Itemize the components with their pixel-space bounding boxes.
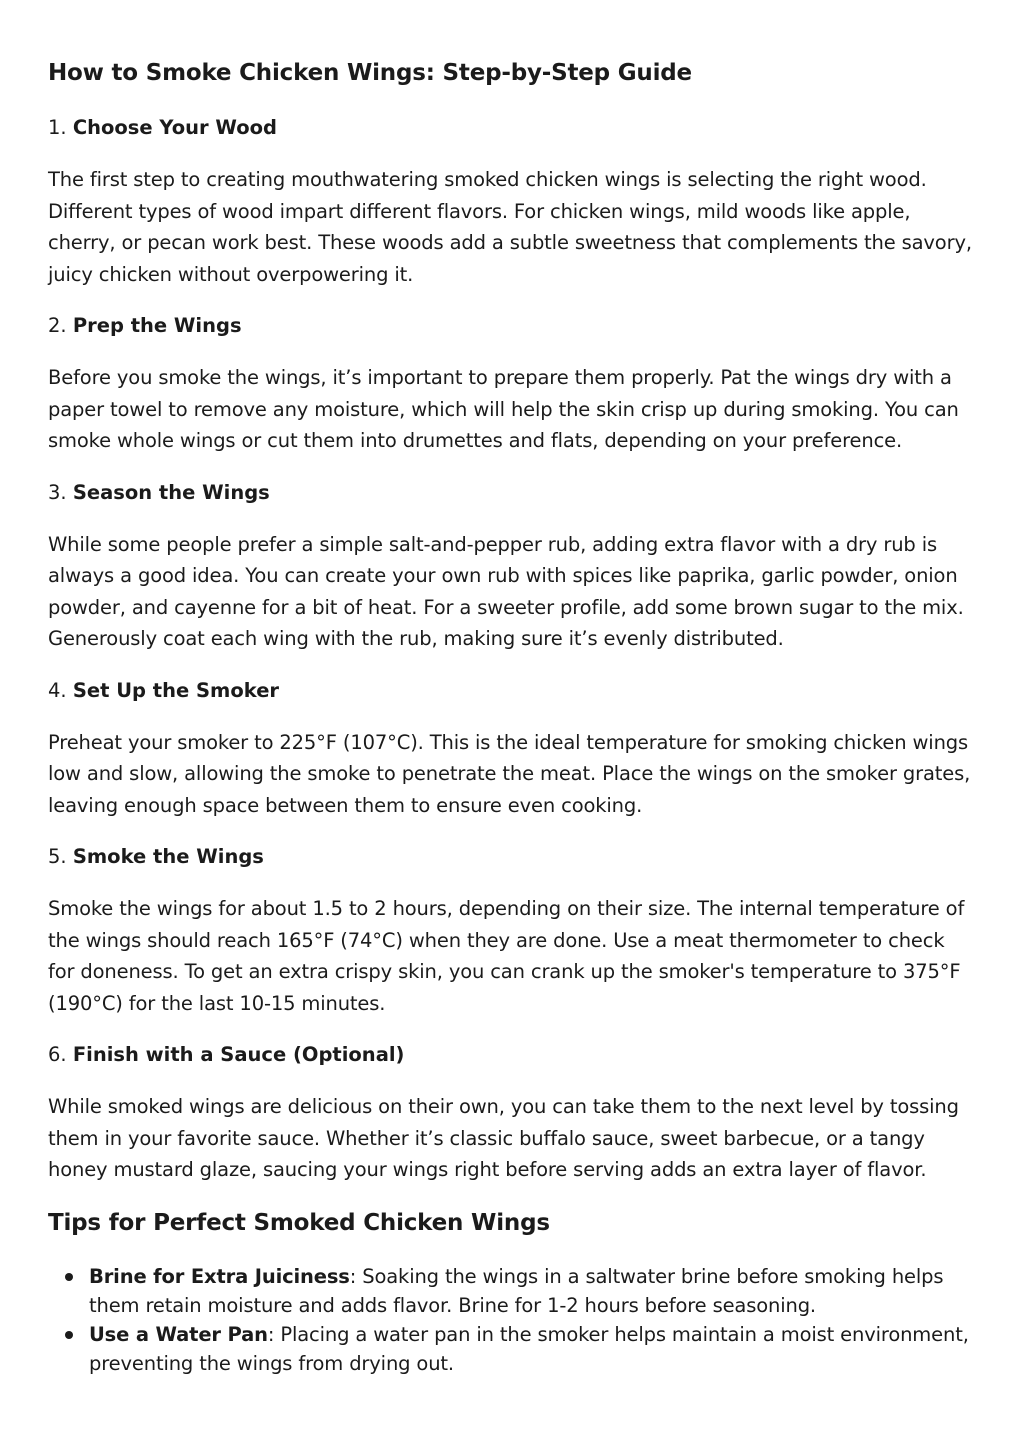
step-heading bbox=[48, 1039, 976, 1071]
step-body: Before you smoke the wings, it’s important to prepare them properly. Pat the wings dry with a paper towel to remove any moisture, which will help the skin crisp up during smoking. You can smoke whole wings or cut them into drumettes and flats, depending on your preference. bbox=[48, 366, 959, 452]
step-2 bbox=[48, 310, 976, 457]
step-body: Preheat your smoker to 225°F (107°C). This is the ideal temperature for smoking chicken wings low and slow, allowing the smoke to penetrate the meat. Place the wings on the smoker grates, leaving enough space between them to ensure even cooking. bbox=[48, 730, 971, 817]
step-4 bbox=[48, 675, 976, 822]
step-title: Smoke the Wings bbox=[72, 845, 264, 868]
bullet-icon bbox=[65, 1273, 73, 1281]
step-body: The first step to creating mouthwatering smoked chicken wings is selecting the right wood. Different types of wood impart different flavors. For chicken wings, mild woods like apple, cherry, or pecan work best. These woods add a subtle sweetness that complements the savory, juicy chicken without overpowering it. bbox=[48, 168, 972, 286]
step-title: Season the Wings bbox=[72, 480, 270, 504]
step-heading bbox=[48, 675, 976, 707]
step-number: 5. bbox=[48, 845, 67, 868]
tip-text: : Placing a water pan in the smoker helps maintain a moist environment, preventing the wings from drying out. bbox=[89, 1322, 969, 1375]
step-number: 6. bbox=[48, 1043, 67, 1066]
step-heading bbox=[48, 112, 976, 144]
step-number: 3. bbox=[48, 480, 67, 504]
step-6 bbox=[48, 1039, 976, 1186]
step-3 bbox=[48, 477, 976, 655]
step-1 bbox=[48, 112, 976, 290]
step-5 bbox=[48, 841, 976, 1019]
step-heading bbox=[48, 477, 976, 509]
step-title: Prep the Wings bbox=[72, 314, 242, 337]
step-number: 1. bbox=[48, 116, 67, 139]
tip-title: Use a Water Pan bbox=[89, 1322, 268, 1346]
bullet-icon bbox=[65, 1331, 73, 1339]
list-item bbox=[89, 1320, 976, 1378]
step-heading bbox=[48, 841, 976, 873]
step-title: Choose Your Wood bbox=[72, 116, 278, 139]
tip-title: Brine for Extra Juiciness bbox=[89, 1264, 350, 1288]
tips-list bbox=[48, 1262, 976, 1378]
tip-text: : Soaking the wings in a saltwater brine before smoking helps them retain moisture and adds flavor. Brine for 1-2 hours before seasoning. bbox=[89, 1264, 944, 1317]
tips-heading: Tips for Perfect Smoked Chicken Wings bbox=[48, 1209, 550, 1236]
step-body: While some people prefer a simple salt-and-pepper rub, adding extra flavor with a dry rub is always a good idea. You can create your own rub with spices like paprika, garlic powder, onion powder, and cayenne for a bit of heat. For a sweeter profile, add some brown sugar to the mix. Generously coat each wing with the rub, making sure it’s evenly distributed. bbox=[48, 532, 964, 650]
step-body: Smoke the wings for about 1.5 to 2 hours, depending on their size. The internal temperature of the wings should reach 165°F (74°C) when they are done. Use a meat thermometer to check for doneness. To get an extra crispy skin, you can crank up the smoker's temperature to 375°F (190°C) for the last 10-15 minutes. bbox=[48, 897, 965, 1015]
step-number: 2. bbox=[48, 314, 67, 337]
step-title: Set Up the Smoker bbox=[72, 678, 280, 702]
step-title: Finish with a Sauce (Optional) bbox=[72, 1043, 405, 1066]
step-body: While smoked wings are delicious on their own, you can take them to the next level by tossing them in your favorite sauce. Whether it’s classic buffalo sauce, sweet barbecue, or a tangy honey mustard glaze, saucing your wings right before serving adds an extra layer of flavor. bbox=[48, 1095, 959, 1181]
page-title: How to Smoke Chicken Wings: Step-by-Step Guide bbox=[48, 60, 692, 86]
step-number: 4. bbox=[48, 678, 67, 702]
list-item bbox=[89, 1262, 976, 1320]
step-heading bbox=[48, 310, 976, 342]
